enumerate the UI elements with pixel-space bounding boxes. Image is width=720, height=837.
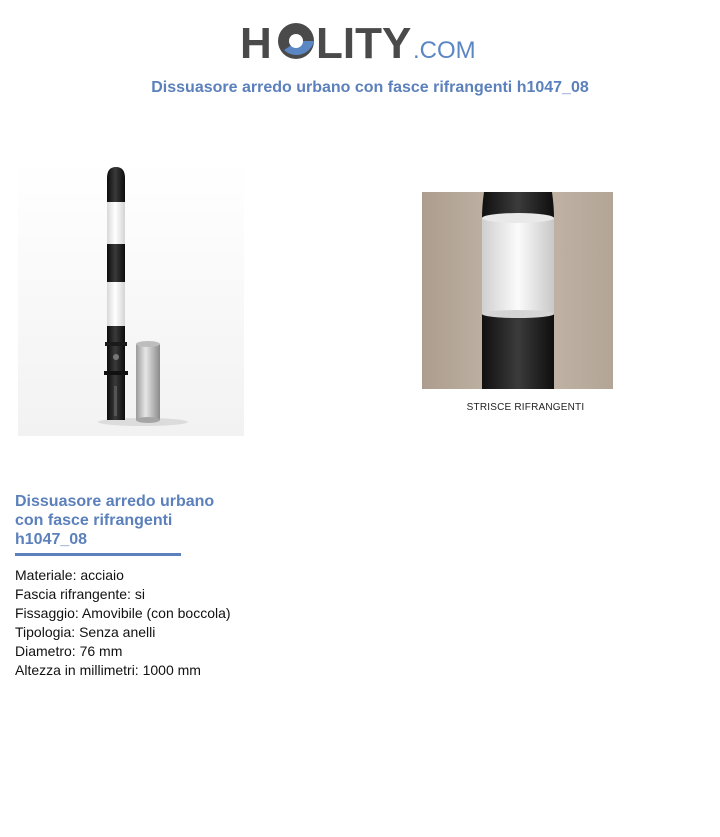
logo-letter-h: H: [240, 19, 272, 68]
spec-diameter: Diametro: 76 mm: [15, 643, 123, 659]
product-heading-line: Dissuasore arredo urbano: [15, 493, 215, 510]
bollard-product-image: [18, 160, 244, 436]
logo-domain: .COM: [413, 37, 476, 64]
page-title: Dissuasore arredo urbano con fasce rifrangenti h1047_08: [151, 79, 589, 96]
logo-o-mark-icon: [278, 23, 314, 59]
spec-type: Tipologia: Senza anelli: [15, 624, 156, 640]
product-specs-list: [15, 566, 415, 680]
product-heading-line: con fasce rifrangenti: [15, 512, 173, 529]
holity-logo[interactable]: [0, 10, 720, 70]
heading-underline: [15, 553, 181, 556]
reflective-band-detail-image: [422, 192, 613, 389]
spec-height: Altezza in millimetri: 1000 mm: [15, 662, 201, 678]
product-heading: [15, 492, 245, 549]
logo-letters-lity: LITY: [316, 19, 412, 68]
detail-image-caption: STRISCE RIFRANGENTI: [466, 402, 585, 413]
spec-fixing: Fissaggio: Amovibile (con boccola): [15, 605, 231, 621]
spec-material: Materiale: acciaio: [15, 567, 124, 583]
spec-reflective-band: Fascia rifrangente: si: [15, 586, 145, 602]
product-heading-line: h1047_08: [15, 531, 88, 548]
